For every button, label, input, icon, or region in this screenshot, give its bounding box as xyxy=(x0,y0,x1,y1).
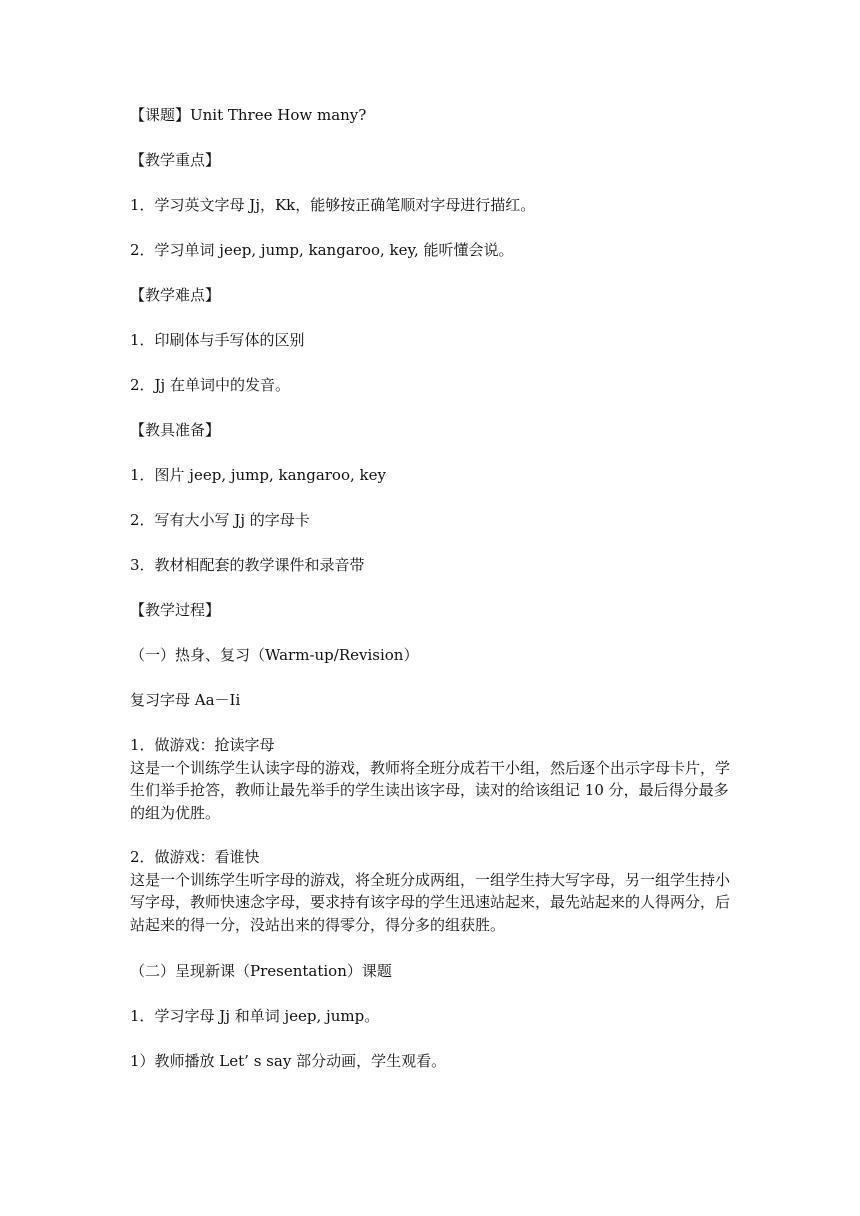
step1-heading: （一）热身、复习（Warm-up/Revision） xyxy=(130,646,419,664)
materials-item-1: 1．图片 jeep, jump, kangaroo, key xyxy=(130,466,386,484)
process-heading: 【教学过程】 xyxy=(130,601,221,619)
materials-item-2: 2．写有大小写 Jj 的字母卡 xyxy=(130,511,310,529)
teaching-focus-heading: 【教学重点】 xyxy=(130,151,221,169)
teaching-focus-item-1: 1．学习英文字母 Jj，Kk，能够按正确笔顺对字母进行描红。 xyxy=(130,196,536,214)
teaching-focus-item-2: 2．学习单词 jeep, jump, kangaroo, key, 能听懂会说。 xyxy=(130,241,514,259)
step2-heading: （二）呈现新课（Presentation）课题 xyxy=(130,962,392,980)
game1-block xyxy=(130,734,730,824)
game2-text: 这是一个训练学生听字母的游戏，将全班分成两组，一组学生持大写字母，另一组学生持小写字母，教师快速念字母，要求持有该字母的学生迅速站起来，最先站起来的人得两分，后站起来的得一分，没站出来的得零分，得分多的组获胜。 xyxy=(130,870,731,934)
game2-title: 2．做游戏：看谁快 xyxy=(130,848,260,866)
teaching-difficulty-heading: 【教学难点】 xyxy=(130,286,221,304)
game1-text: 这是一个训练学生认读字母的游戏，教师将全班分成若干小组，然后逐个出示字母卡片，学生们举手抢答，教师让最先举手的学生读出该字母，读对的给该组记 10 分，最后得分最多的组为优胜。 xyxy=(130,758,731,822)
new-lesson-item-1-1: 1）教师播放 Let’ s say 部分动画，学生观看。 xyxy=(130,1052,447,1070)
game1-title: 1．做游戏：抢读字母 xyxy=(130,736,275,754)
review-line: 复习字母 Aa－Ii xyxy=(130,691,241,709)
materials-item-3: 3．教材相配套的教学课件和录音带 xyxy=(130,556,365,574)
materials-heading: 【教具准备】 xyxy=(130,421,221,439)
teaching-difficulty-item-1: 1．印刷体与手写体的区别 xyxy=(130,331,305,349)
game2-block xyxy=(130,846,730,936)
lesson-topic: 【课题】Unit Three How many? xyxy=(130,106,367,124)
new-lesson-item-1: 1．学习字母 Jj 和单词 jeep, jump。 xyxy=(130,1007,380,1025)
teaching-difficulty-item-2: 2．Jj 在单词中的发音。 xyxy=(130,376,290,394)
